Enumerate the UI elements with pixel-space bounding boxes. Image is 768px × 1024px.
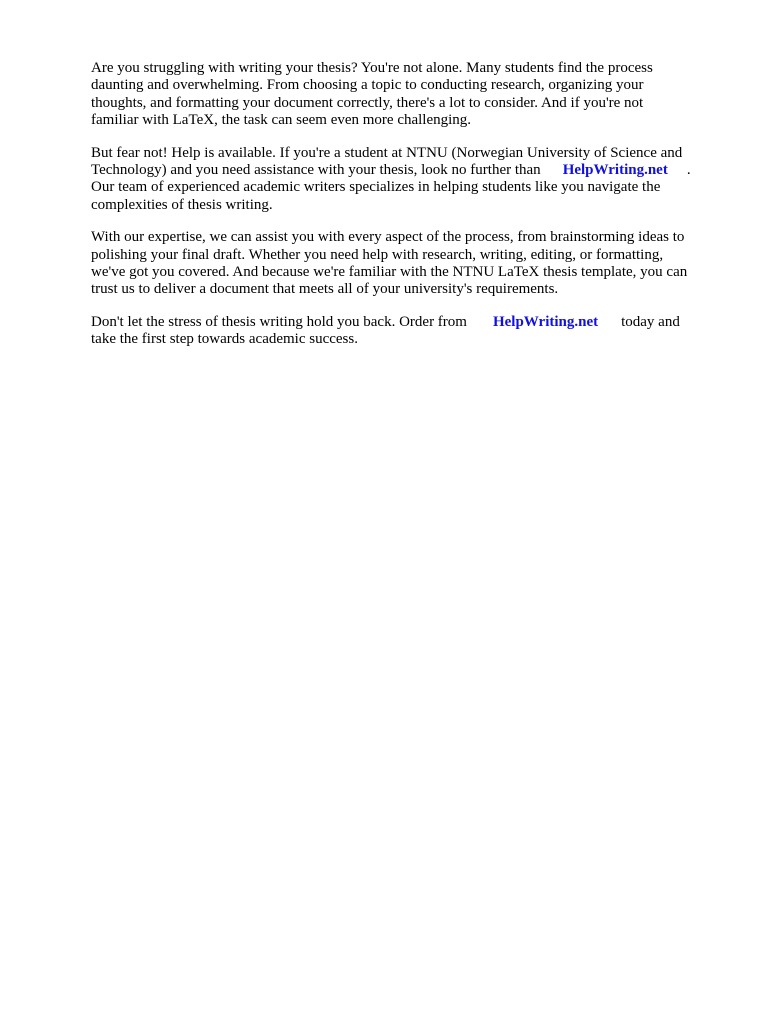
text-line: polishing your final draft. Whether you need help with research, writing, editing, or formatting, <box>91 246 664 263</box>
text-line: Our team of experienced academic writers specializes in helping students like you navigate the <box>91 179 661 196</box>
text-line: With our expertise, we can assist you with every aspect of the process, from brainstorming ideas to <box>91 229 685 246</box>
text-segment: today and <box>621 313 680 330</box>
text-segment: . <box>686 162 691 179</box>
text-line: complexities of thesis writing. <box>91 196 273 213</box>
text-line: familiar with LaTeX, the task can seem even more challenging. <box>91 112 472 129</box>
paragraph-call-to-action <box>91 314 721 349</box>
text-line: we've got you covered. And because we're familiar with the NTNU LaTeX thesis template, you can <box>91 264 688 281</box>
text-line: But fear not! Help is available. If you're a student at NTNU (Norwegian University of Science and <box>91 144 683 161</box>
text-line: take the first step towards academic success. <box>91 331 358 348</box>
text-segment: Technology) and you need assistance with your thesis, look no further than <box>91 162 541 179</box>
helpwriting-link[interactable]: HelpWriting.net <box>492 313 599 330</box>
paragraph-help <box>91 145 721 215</box>
text-line: thoughts, and formatting your document correctly, there's a lot to consider. And if you're not <box>91 94 644 111</box>
text-segment: Don't let the stress of thesis writing hold you back. Order from <box>91 313 467 330</box>
paragraph-expertise <box>91 229 721 299</box>
helpwriting-link[interactable]: HelpWriting.net <box>562 162 668 179</box>
text-line-with-link <box>91 314 721 331</box>
paragraph-intro <box>91 60 721 130</box>
text-line: Are you struggling with writing your thesis? You're not alone. Many students find the process <box>91 60 653 76</box>
document-body <box>91 60 721 364</box>
text-line: daunting and overwhelming. From choosing a topic to conducting research, organizing your <box>91 77 644 94</box>
text-line-with-link <box>91 162 721 179</box>
text-line: trust us to deliver a document that meets all of your university's requirements. <box>91 281 559 298</box>
